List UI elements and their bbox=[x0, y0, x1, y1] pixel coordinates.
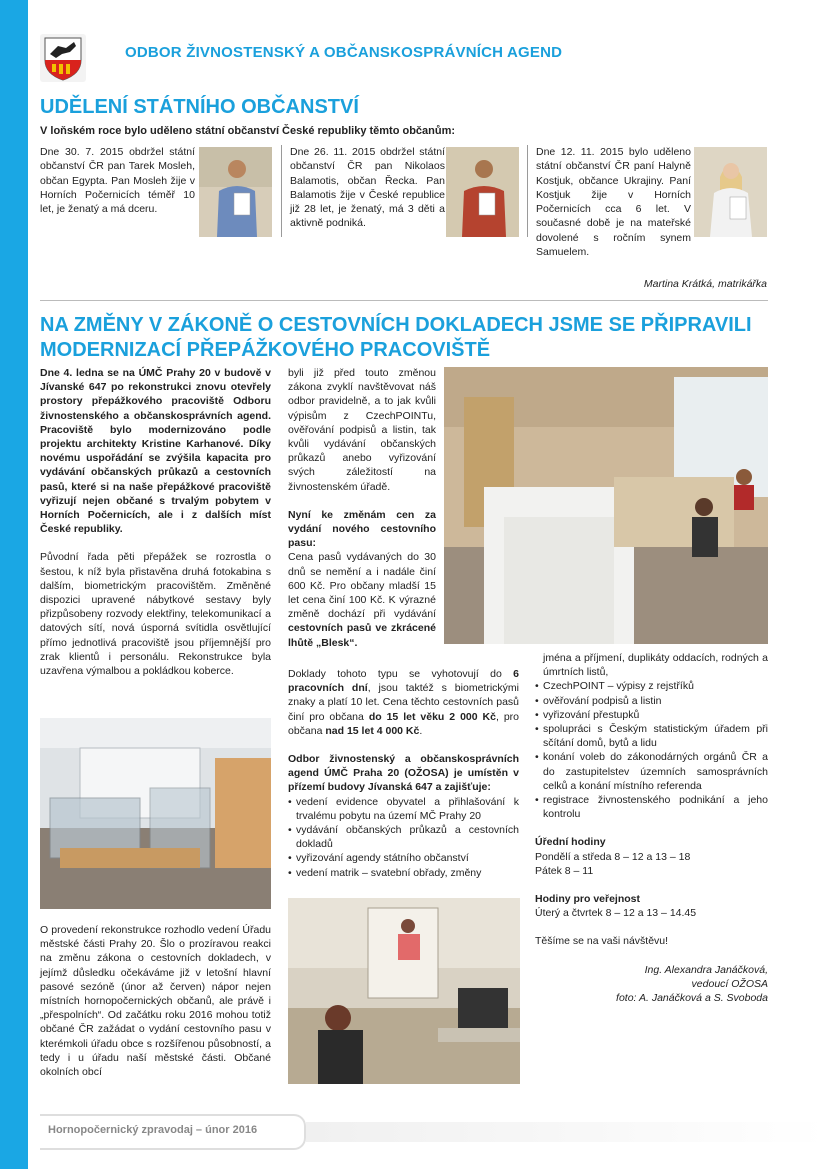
list-item: • vedení matrik – svatební obřady, změny bbox=[288, 866, 519, 880]
office-heading: Odbor živnostenský a občanskosprávních agend ÚMČ Praha 20 (OŽOSA) je umístěn v přízemí budovy Jívanská 647 a zajišťuje: bbox=[288, 753, 519, 794]
duty-continuation: jména a příjmení, duplikáty oddacích, rodných a úmrtních listů, bbox=[543, 652, 768, 679]
column-3 bbox=[535, 651, 768, 1005]
signature-registrar: Martina Krátká, matrikářka bbox=[643, 278, 767, 290]
express-text-c: , pro občana bbox=[288, 710, 519, 737]
section-title-citizenship: UDĚLENÍ STÁTNÍHO OBČANSTVÍ bbox=[40, 96, 359, 118]
duties-list-1 bbox=[288, 795, 519, 880]
office-hours-heading: Úřední hodiny bbox=[535, 836, 606, 849]
prices-text bbox=[288, 550, 436, 649]
office-photo-2 bbox=[444, 367, 768, 644]
express-text-a: Doklady tohoto typu se vyhotovují do bbox=[288, 668, 502, 680]
divider bbox=[527, 145, 528, 237]
divider bbox=[281, 145, 282, 237]
department-header: ODBOR ŽIVNOSTENSKÝ A OBČANSKOSPRÁVNÍCH AGEND bbox=[125, 44, 563, 61]
citizen-3-photo bbox=[694, 147, 767, 237]
express-end: . bbox=[419, 724, 423, 737]
list-item: • vedení evidence obyvatel a přihlašování k trvalému pobytu na území MČ Prahy 20 bbox=[288, 795, 519, 823]
price-over-15: nad 15 let 4 000 Kč bbox=[325, 724, 420, 737]
public-hours-heading: Hodiny pro veřejnost bbox=[535, 893, 641, 906]
citizen-2-text: Dne 26. 11. 2015 obdržel státní občanství ČR pan Nikolaos Balamotis, občan Řecka. Pan Balamotis žije v České republice již 28 let, je ženatý, má 3 děti a aktivně podniká. bbox=[290, 146, 445, 230]
prices-heading: Nyní ke změnám cen za vydání nového cestovního pasu: bbox=[288, 508, 436, 550]
section-title-travel-documents bbox=[40, 313, 752, 363]
express-days: 6 pracovních dní bbox=[288, 668, 519, 695]
municipal-coat-of-arms-logo bbox=[40, 34, 86, 82]
list-item: • konání voleb do zákonodárných orgánů ČR a do zastupitelstev územních samosprávních celků a konání místního referenda bbox=[535, 750, 768, 793]
list-item: • registrace živnostenského podnikání a jeho kontrolu bbox=[535, 793, 768, 821]
office-hours-1: Pondělí a středa 8 – 12 a 13 – 18 bbox=[535, 850, 691, 863]
signature-block bbox=[535, 963, 768, 1006]
citizenship-intro: V loňském roce bylo uděleno státní občanství České republiky těmto občanům: bbox=[40, 125, 456, 137]
public-hours-1: Úterý a čtvrtek 8 – 12 a 13 – 14.45 bbox=[535, 907, 697, 920]
office-hours-2: Pátek 8 – 11 bbox=[535, 864, 594, 877]
paragraph-czechpoint: byli již před touto změnou zákona zvyklí navštěvovat náš odbor pravidelně, a to jak kvůli výpisům z CzechPOINTu, ověřování podpisů a listin, tak kvůli vydávání občanských průkazů anebo vyřizování svých záležitostí na živnostenském úřadě. bbox=[288, 367, 436, 493]
list-item: • vydávání občanských průkazů a cestovních dokladů bbox=[288, 823, 519, 851]
paragraph-decision: O provedení rekonstrukce rozhodlo vedení Úřadu městské části Prahy 20. Šlo o prozíravou reakci na změnu zákona o cestovních dokladech, v jejímž důsledku očekáváme již v letošní hlavní pasové sezóně (únor až červen) nápor nejen místních hornopočernických občanů, ale právě i „přespolních“. Od začátku roku 2016 mohou totiž občané ČR zažádat o vydání cestovního pasu v kterémkoli úřadu obce s rozšířenou působností, a tedy i u úřadu naší městské části. Občané okolních obcí bbox=[40, 924, 271, 1079]
express-text-b: , jsou taktéž s biometrickými znaky a platí 10 let. Cena těchto cestovních pasů činí pro občana bbox=[288, 682, 519, 723]
list-item: • ověřování podpisů a listin bbox=[535, 694, 768, 708]
list-item: • CzechPOINT – výpisy z rejstříků bbox=[535, 679, 768, 693]
citizen-3-text: Dne 12. 11. 2015 bylo uděleno státní občanství ČR paní Halyně Kostjuk, občance Ukrajiny. Paní Kostjuk žije v Horních Počernicích cca 6 let. V současné době je na mateřské dovolené s ročním synem Samuelem. bbox=[536, 146, 691, 259]
side-color-bar bbox=[0, 0, 28, 1169]
closing-line: Těšíme se na vaši návštěvu! bbox=[535, 935, 669, 948]
prices-express: cestovních pasů ve zkrácené lhůtě „Blesk“. bbox=[288, 622, 436, 649]
column-1 bbox=[40, 366, 271, 678]
office-photo-1 bbox=[40, 718, 271, 909]
title-line-1: NA ZMĚNY V ZÁKONĚ O CESTOVNÍCH DOKLADECH JSME SE PŘIPRAVILI bbox=[40, 314, 752, 336]
lead-paragraph: Dne 4. ledna se na ÚMČ Prahy 20 v budově v Jívanské 647 po rekonstrukci znovu otevřely prostory přepážkového pracoviště Odboru živnostenského a občanskosprávních agend. Pracoviště bylo modernizováno podle projektu architekty Kristine Karhanové. Díky novému uspořádání se zvýšila kapacita pro vydávání občanských průkazů a cestovních pasů, které si na naše přepážkové pracoviště vyřizují nejen občané s trvalým pobytem v Horních Počernicích, ale i z dalších míst České republiky. bbox=[40, 367, 271, 536]
photo-credit: foto: A. Janáčková a S. Svoboda bbox=[616, 992, 768, 1005]
section-divider bbox=[40, 300, 768, 301]
paragraph-reconstruction: Původní řada pěti přepážek se rozrostla o šestou, k níž byla přistavěna druhá fotokabina s dalším, biometrickým pracovištěm. Změněné dispozici upravené nábytkové sestavy byly přizpůsobeny rozvody elektřiny, telekomunikací a datových sítí, nová úsporná svítidla osvětlující přímo jednotlivá pracoviště jsou příjemnější pro zrak klientů i personálu. Rekonstrukce byla uzavřena výmalbou a pokládkou koberce. bbox=[40, 551, 271, 678]
signature-role: vedoucí OŽOSA bbox=[691, 977, 768, 990]
citizen-2-photo bbox=[446, 147, 519, 237]
prices-text-part: Cena pasů vydávaných do 30 dnů se nemění a i nadále činí 600 Kč. Pro občany mladší 15 let cena činí 100 Kč. K výrazné změně dochází při vydávání bbox=[288, 551, 436, 621]
citizen-1-photo bbox=[199, 147, 272, 237]
list-item: • spolupráci s Českým statistickým úřadem při sčítání domů, bytů a lidu bbox=[535, 722, 768, 750]
express-details bbox=[288, 667, 519, 738]
signature-name: Ing. Alexandra Janáčková, bbox=[644, 963, 768, 976]
citizen-1-text: Dne 30. 7. 2015 obdržel státní občanství ČR pan Tarek Mosleh, občan Egypta. Pan Mosleh žije v Horních Počernicích téměř 10 let, je ženatý a má dceru. bbox=[40, 146, 195, 216]
footer-bar bbox=[306, 1122, 827, 1142]
list-item: • vyřizování přestupků bbox=[535, 708, 768, 722]
footer-publication: Hornopočernický zpravodaj – únor 2016 bbox=[48, 1124, 258, 1136]
column-2-bottom bbox=[288, 667, 519, 880]
column-2-top bbox=[288, 366, 436, 650]
duties-list-2 bbox=[535, 679, 768, 821]
price-under-15: do 15 let věku 2 000 Kč bbox=[368, 710, 496, 723]
list-item: • vyřizování agendy státního občanství bbox=[288, 851, 519, 865]
title-line-2: MODERNIZACÍ PŘEPÁŽKOVÉHO PRACOVIŠTĚ bbox=[40, 339, 491, 361]
office-photo-3 bbox=[288, 898, 520, 1084]
